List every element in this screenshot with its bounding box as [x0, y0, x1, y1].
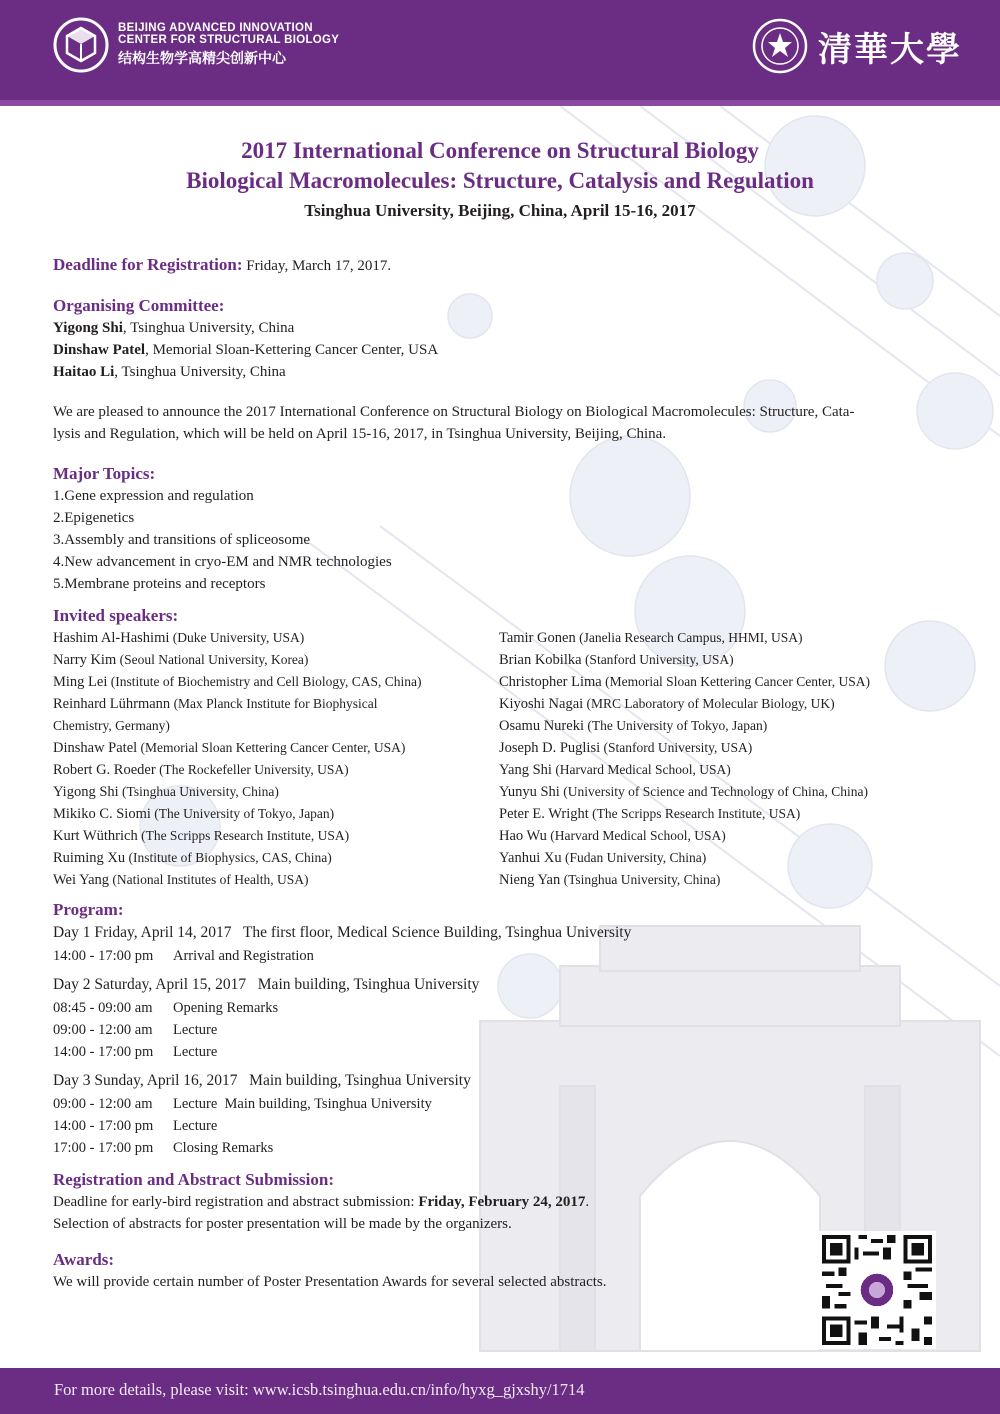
- deadline-label: Deadline for Registration:: [53, 255, 243, 274]
- speaker-entry: [53, 627, 499, 649]
- speaker-name: Yanhui Xu: [499, 850, 562, 866]
- speakers-right-column: [499, 627, 945, 891]
- speaker-affiliation: (The Scripps Research Institute, USA): [588, 806, 801, 821]
- member-affiliation: , Tsinghua University, China: [114, 364, 286, 380]
- speaker-name: Ming Lei: [53, 674, 108, 690]
- member-name: Haitao Li: [53, 364, 115, 380]
- speaker-affiliation: (Institute of Biophysics, CAS, China): [125, 850, 332, 865]
- footer-url-text[interactable]: For more details, please visit: www.icsb.tsinghua.edu.cn/info/hyxg_gjxshy/1714: [54, 1380, 585, 1399]
- slot-time: 09:00 - 12:00 am: [53, 1096, 153, 1112]
- program-slot: [53, 1093, 948, 1115]
- speaker-name: Mikiko C. Siomi: [53, 806, 151, 822]
- speaker-name: Peter E. Wright: [499, 806, 589, 822]
- center-name-en-1: BEIJING ADVANCED INNOVATION: [118, 22, 313, 34]
- speaker-entry: [53, 803, 499, 825]
- speaker-entry: [499, 847, 945, 869]
- speaker-entry: [499, 715, 945, 737]
- title-line-1: 2017 International Conference on Structural Biology: [241, 138, 759, 163]
- topic-item: 1.Gene expression and regulation: [53, 488, 254, 504]
- speaker-affiliation: (Seoul National University, Korea): [116, 652, 309, 667]
- member-affiliation: , Tsinghua University, China: [122, 320, 295, 336]
- slot-event: Closing Remarks: [173, 1140, 274, 1156]
- slot-time: 08:45 - 09:00 am: [53, 1000, 153, 1016]
- program-slot: [53, 997, 948, 1019]
- early-bird-period: .: [585, 1194, 590, 1210]
- program-slot: [53, 1137, 948, 1159]
- header-banner: [0, 0, 1000, 106]
- speaker-entry: [499, 825, 945, 847]
- speaker-entry: [499, 693, 945, 715]
- speaker-affiliation: (Janelia Research Campus, HHMI, USA): [575, 630, 803, 645]
- title-venue-date: Tsinghua University, Beijing, China, April 15-16, 2017: [304, 201, 696, 220]
- slot-time: 17:00 - 17:00 pm: [53, 1140, 154, 1156]
- slot-event: Lecture: [173, 1118, 218, 1134]
- speaker-affiliation: (Fudan University, China): [561, 850, 707, 865]
- program-slot: [53, 1041, 948, 1063]
- speaker-affiliation: (Tsinghua University, China): [560, 872, 721, 887]
- committee-member: [53, 339, 948, 361]
- program-day-title: Day 3 Sunday, April 16, 2017 Main building, Tsinghua University: [53, 1072, 471, 1089]
- tsinghua-seal-icon: [752, 18, 808, 74]
- speaker-name: Yang Shi: [499, 762, 552, 778]
- speakers-list: [53, 627, 948, 891]
- speaker-affiliation: (Max Planck Institute for Biophysical: [170, 696, 378, 711]
- program-slot: [53, 945, 948, 967]
- program-day-title: Day 2 Saturday, April 15, 2017 Main building, Tsinghua University: [53, 976, 480, 993]
- speaker-affiliation: (Stanford University, USA): [581, 652, 734, 667]
- speaker-name: Hashim Al-Hashimi: [53, 630, 170, 646]
- conference-title: [0, 136, 1000, 224]
- qr-code-icon: [818, 1231, 936, 1349]
- speaker-name: Reinhard Lührmann: [53, 696, 171, 712]
- speaker-name: Wei Yang: [53, 872, 110, 888]
- slot-event: Arrival and Registration: [173, 948, 314, 964]
- speaker-entry: [53, 759, 499, 781]
- program-day-title: Day 1 Friday, April 14, 2017 The first floor, Medical Science Building, Tsinghua University: [53, 924, 632, 941]
- speaker-entry: [53, 781, 499, 803]
- center-logo-icon: [52, 16, 110, 74]
- speaker-entry: [53, 693, 499, 715]
- program-slot: [53, 1019, 948, 1041]
- speaker-entry: [53, 715, 499, 737]
- speaker-entry: [499, 781, 945, 803]
- title-line-2: Biological Macromolecules: Structure, Catalysis and Regulation: [186, 168, 814, 193]
- speaker-entry: [499, 759, 945, 781]
- speaker-name: Nieng Yan: [499, 872, 561, 888]
- speaker-affiliation: (MRC Laboratory of Molecular Biology, UK): [583, 696, 835, 711]
- speaker-name: Yigong Shi: [53, 784, 119, 800]
- early-bird-date: Friday, February 24, 2017: [418, 1194, 586, 1210]
- member-name: Dinshaw Patel: [53, 342, 146, 358]
- speaker-name: Osamu Nureki: [499, 718, 584, 734]
- registration-deadline: [53, 254, 948, 277]
- speaker-entry: [53, 869, 499, 891]
- speaker-name: Kiyoshi Nagai: [499, 696, 584, 712]
- slot-event: Lecture Main building, Tsinghua University: [173, 1096, 432, 1112]
- slot-time: 14:00 - 17:00 pm: [53, 1118, 154, 1134]
- abstract-selection-note: Selection of abstracts for poster presentation will be made by the organizers.: [53, 1216, 512, 1232]
- speaker-name: Joseph D. Puglisi: [499, 740, 601, 756]
- slot-event: Lecture: [173, 1044, 218, 1060]
- member-name: Yigong Shi: [53, 320, 123, 336]
- speaker-entry: [499, 737, 945, 759]
- speaker-name: Dinshaw Patel: [53, 740, 138, 756]
- speaker-name: Yunyu Shi: [499, 784, 560, 800]
- speaker-name: Narry Kim: [53, 652, 117, 668]
- speaker-affiliation: (The University of Tokyo, Japan): [150, 806, 335, 821]
- registration-heading: Registration and Abstract Submission:: [53, 1170, 335, 1189]
- speaker-entry: [499, 869, 945, 891]
- speaker-affiliation: (Institute of Biochemistry and Cell Biology, CAS, China): [107, 674, 422, 689]
- speakers-heading: Invited speakers:: [53, 606, 179, 625]
- intro-paragraph-line: lysis and Regulation, which will be held on April 15-16, 2017, in Tsinghua University, Beijing, China.: [53, 426, 667, 442]
- speaker-name: Christopher Lima: [499, 674, 602, 690]
- program-day: [53, 973, 948, 1063]
- awards-text: We will provide certain number of Poster Presentation Awards for several selected abstracts.: [53, 1274, 607, 1290]
- speaker-name: Tamir Gonen: [499, 630, 576, 646]
- tsinghua-logo: [752, 18, 962, 74]
- slot-event: Lecture: [173, 1022, 218, 1038]
- speaker-entry: [499, 671, 945, 693]
- committee-member: [53, 361, 948, 383]
- topic-item: 3.Assembly and transitions of spliceosome: [53, 532, 311, 548]
- speaker-affiliation: Chemistry, Germany): [53, 718, 170, 733]
- slot-time: 14:00 - 17:00 pm: [53, 948, 154, 964]
- center-name-en-2: CENTER FOR STRUCTURAL BIOLOGY: [118, 34, 340, 46]
- speaker-entry: [53, 737, 499, 759]
- main-content: [53, 254, 948, 1293]
- speaker-affiliation: (National Institutes of Health, USA): [109, 872, 309, 887]
- awards-heading: Awards:: [53, 1250, 115, 1269]
- program-days: [53, 921, 948, 1159]
- speaker-entry: [53, 649, 499, 671]
- topic-item: 5.Membrane proteins and receptors: [53, 576, 266, 592]
- speaker-affiliation: (The University of Tokyo, Japan): [583, 718, 768, 733]
- speaker-affiliation: (Tsinghua University, China): [118, 784, 279, 799]
- center-logo: [52, 16, 339, 74]
- speaker-affiliation: (The Rockefeller University, USA): [155, 762, 349, 777]
- program-slot: [53, 1115, 948, 1137]
- slot-time: 09:00 - 12:00 am: [53, 1022, 153, 1038]
- speaker-entry: [499, 803, 945, 825]
- speaker-name: Hao Wu: [499, 828, 547, 844]
- speaker-affiliation: (Memorial Sloan Kettering Cancer Center, USA): [137, 740, 406, 755]
- speaker-name: Robert G. Roeder: [53, 762, 156, 778]
- speaker-entry: [53, 671, 499, 693]
- early-bird-text: Deadline for early-bird registration and abstract submission:: [53, 1194, 419, 1210]
- speaker-affiliation: (Harvard Medical School, USA): [546, 828, 726, 843]
- topics-heading: Major Topics:: [53, 464, 156, 483]
- university-name: 清華大學: [818, 29, 962, 70]
- center-name-cn: 结构生物学高精尖创新中心: [118, 50, 286, 66]
- speaker-entry: [499, 627, 945, 649]
- speaker-name: Kurt Wüthrich: [53, 828, 138, 844]
- deadline-value: Friday, March 17, 2017.: [242, 258, 392, 274]
- slot-time: 14:00 - 17:00 pm: [53, 1044, 154, 1060]
- speaker-entry: [53, 825, 499, 847]
- speaker-affiliation: (Memorial Sloan Kettering Cancer Center, USA): [601, 674, 870, 689]
- committee-heading: Organising Committee:: [53, 296, 225, 315]
- speaker-affiliation: (Stanford University, USA): [600, 740, 753, 755]
- speaker-name: Brian Kobilka: [499, 652, 582, 668]
- early-bird-deadline: [53, 1191, 948, 1213]
- topic-item: 2.Epigenetics: [53, 510, 135, 526]
- program-heading: Program:: [53, 900, 124, 919]
- intro-paragraph-line: We are pleased to announce the 2017 International Conference on Structural Biology on Biological Macromolecules: Structure, Cata-: [53, 404, 855, 420]
- speaker-affiliation: (University of Science and Technology of China, China): [559, 784, 868, 799]
- member-affiliation: , Memorial Sloan-Kettering Cancer Center, USA: [145, 342, 439, 358]
- speaker-name: Ruiming Xu: [53, 850, 126, 866]
- speaker-affiliation: (Duke University, USA): [169, 630, 305, 645]
- speakers-left-column: [53, 627, 499, 891]
- speaker-entry: [53, 847, 499, 869]
- speaker-entry: [499, 649, 945, 671]
- speaker-affiliation: (Harvard Medical School, USA): [551, 762, 731, 777]
- speaker-affiliation: (The Scripps Research Institute, USA): [137, 828, 350, 843]
- topic-item: 4.New advancement in cryo-EM and NMR technologies: [53, 554, 392, 570]
- program-day: [53, 1069, 948, 1159]
- footer-banner: [0, 1368, 1000, 1414]
- program-day: [53, 921, 948, 967]
- slot-event: Opening Remarks: [173, 1000, 279, 1016]
- committee-member: [53, 317, 948, 339]
